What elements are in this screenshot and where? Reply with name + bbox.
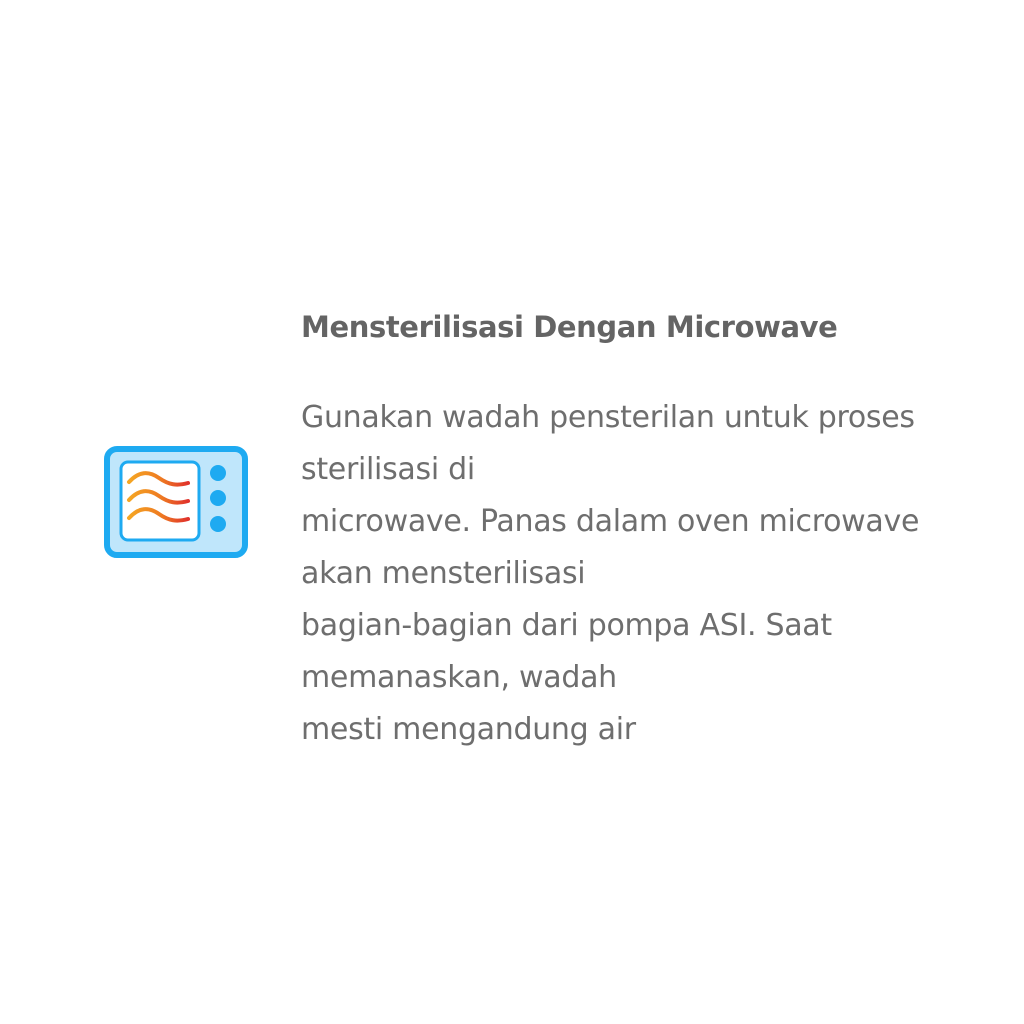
description-line: sterilisasi di bbox=[301, 452, 475, 487]
description-line: bagian-bagian dari pompa ASI. Saat bbox=[301, 608, 832, 643]
description-line: Gunakan wadah pensterilan untuk proses bbox=[301, 400, 915, 435]
description-line: memanaskan, wadah bbox=[301, 660, 617, 695]
description-line: akan mensterilisasi bbox=[301, 556, 586, 591]
microwave-icon bbox=[104, 446, 248, 558]
description-line: microwave. Panas dalam oven microwave bbox=[301, 504, 920, 539]
section-title: Mensterilisasi Dengan Microwave bbox=[301, 310, 838, 344]
description-line: mesti mengandung air bbox=[301, 712, 636, 747]
section-description bbox=[301, 392, 1001, 756]
section-content bbox=[301, 306, 1001, 756]
